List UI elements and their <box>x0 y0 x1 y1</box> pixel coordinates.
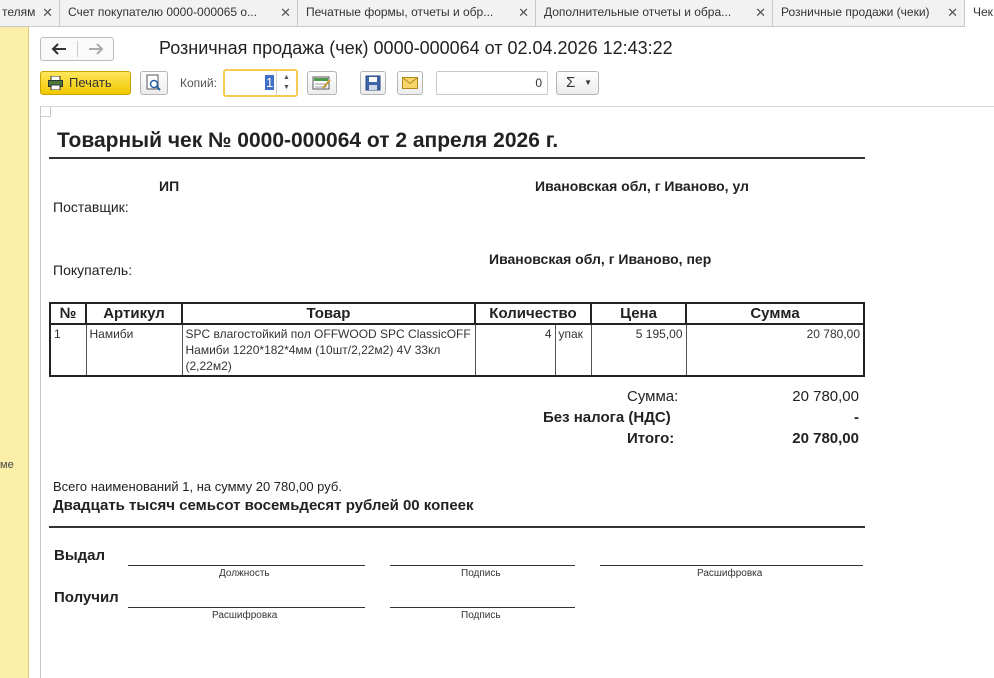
total-value: 20 780,00 <box>792 430 859 447</box>
tab-label: телям <box>2 5 36 19</box>
tab-retail-sales[interactable] <box>773 0 965 27</box>
copies-input[interactable] <box>223 69 298 97</box>
column-header: Сумма <box>686 303 864 324</box>
cell-price: 5 195,00 <box>591 324 686 376</box>
nav-buttons <box>40 37 114 61</box>
save-button[interactable] <box>360 71 386 95</box>
printer-icon <box>48 76 63 90</box>
tab-invoice[interactable] <box>60 0 298 27</box>
signature-line <box>128 565 365 566</box>
document-title: Товарный чек № 0000-000064 от 2 апреля 2026 г. <box>57 129 559 152</box>
tax-label: Без налога (НДС) <box>543 409 671 426</box>
tab-receipt[interactable] <box>965 0 994 27</box>
close-icon[interactable]: ✕ <box>947 5 958 20</box>
tab-label: Счет покупателю 0000-000065 о... <box>68 5 258 19</box>
tab-label: Дополнительные отчеты и обра... <box>544 5 732 19</box>
left-panel-label: ме <box>0 459 14 471</box>
page-title: Розничная продажа (чек) 0000-000064 от 02.04.2026 12:43:22 <box>159 38 673 58</box>
print-button-label: Печать <box>69 75 112 90</box>
cell-article: Намиби <box>86 324 182 376</box>
signature-caption: Подпись <box>461 610 501 621</box>
issued-label: Выдал <box>54 547 106 564</box>
supplier-address: Ивановская обл, г Иваново, ул <box>535 178 749 194</box>
back-arrow-icon[interactable] <box>41 38 77 60</box>
signature-caption: Подпись <box>461 568 501 579</box>
cell-product: SPC влагостойкий пол OFFWOOD SPC ClassicOFF Намиби 1220*182*4мм (10шт/2,22м2) 4V 33кл (2,22м2) <box>182 324 475 376</box>
total-label: Итого: <box>627 430 675 447</box>
position-caption: Должность <box>219 568 270 579</box>
table-row <box>50 324 864 376</box>
tax-value: - <box>854 409 859 426</box>
copies-label: Копий: <box>180 76 217 90</box>
cell-num: 1 <box>50 324 86 376</box>
preview-icon <box>145 74 163 92</box>
column-header: Товар <box>182 303 475 324</box>
floppy-icon <box>365 75 381 91</box>
chevron-down-icon: ▼ <box>584 78 592 87</box>
received-label: Получил <box>54 589 119 606</box>
tab-partial-left[interactable] <box>0 0 60 27</box>
signature-line <box>600 565 863 566</box>
left-panel <box>0 27 29 678</box>
table-header-row <box>50 303 864 324</box>
summary-line: Всего наименований 1, на сумму 20 780,00 руб. <box>53 479 342 494</box>
buyer-address: Ивановская обл, г Иваново, пер <box>489 251 712 267</box>
chevron-up-icon[interactable]: ▲ <box>283 74 290 81</box>
envelope-icon <box>402 77 418 89</box>
signature-line <box>128 607 365 608</box>
tab-additional-reports[interactable] <box>536 0 773 27</box>
decoding-caption: Расшифровка <box>212 610 278 621</box>
close-icon[interactable]: ✕ <box>755 5 766 20</box>
column-header: Цена <box>591 303 686 324</box>
signature-line <box>390 607 575 608</box>
corner-marker <box>41 107 51 117</box>
tab-label: Розничные продажи (чеки) <box>781 5 930 19</box>
forward-arrow-icon[interactable] <box>78 38 114 60</box>
edit-button[interactable] <box>307 71 337 95</box>
tab-print-forms[interactable] <box>298 0 536 27</box>
sigma-icon: Σ <box>566 74 576 91</box>
amount-in-words: Двадцать тысяч семьсот восемьдесят рублей 00 копеек <box>53 497 474 514</box>
close-icon[interactable]: ✕ <box>518 5 529 20</box>
column-header: № <box>50 303 86 324</box>
preview-button[interactable] <box>140 71 168 95</box>
buyer-label: Покупатель: <box>53 262 133 278</box>
divider <box>49 526 865 528</box>
signature-line <box>390 565 575 566</box>
sum-label: Сумма: <box>627 388 679 405</box>
cell-qty: 4 <box>475 324 555 376</box>
sum-dropdown-button[interactable] <box>556 71 599 95</box>
items-table <box>49 302 865 377</box>
copies-stepper[interactable] <box>276 71 296 95</box>
cell-unit: упак <box>555 324 591 376</box>
tab-label: Чек <box>973 5 993 19</box>
sum-value: 20 780,00 <box>792 388 859 405</box>
chevron-down-icon[interactable]: ▼ <box>283 84 290 91</box>
column-header: Количество <box>475 303 591 324</box>
supplier-label: Поставщик: <box>53 199 129 215</box>
print-button[interactable] <box>40 71 131 95</box>
supplier-name: ИП <box>159 178 180 194</box>
decoding-caption: Расшифровка <box>697 568 763 579</box>
tab-bar <box>0 0 994 27</box>
copies-value: 1 <box>266 75 274 90</box>
edit-table-icon <box>312 75 332 91</box>
sum-value-field[interactable]: 0 <box>436 71 548 95</box>
close-icon[interactable]: ✕ <box>42 5 53 20</box>
column-header: Артикул <box>86 303 182 324</box>
close-icon[interactable]: ✕ <box>280 5 291 20</box>
cell-sum: 20 780,00 <box>686 324 864 376</box>
divider <box>49 157 865 159</box>
tab-label: Печатные формы, отчеты и обр... <box>306 5 494 19</box>
send-email-button[interactable] <box>397 71 423 95</box>
